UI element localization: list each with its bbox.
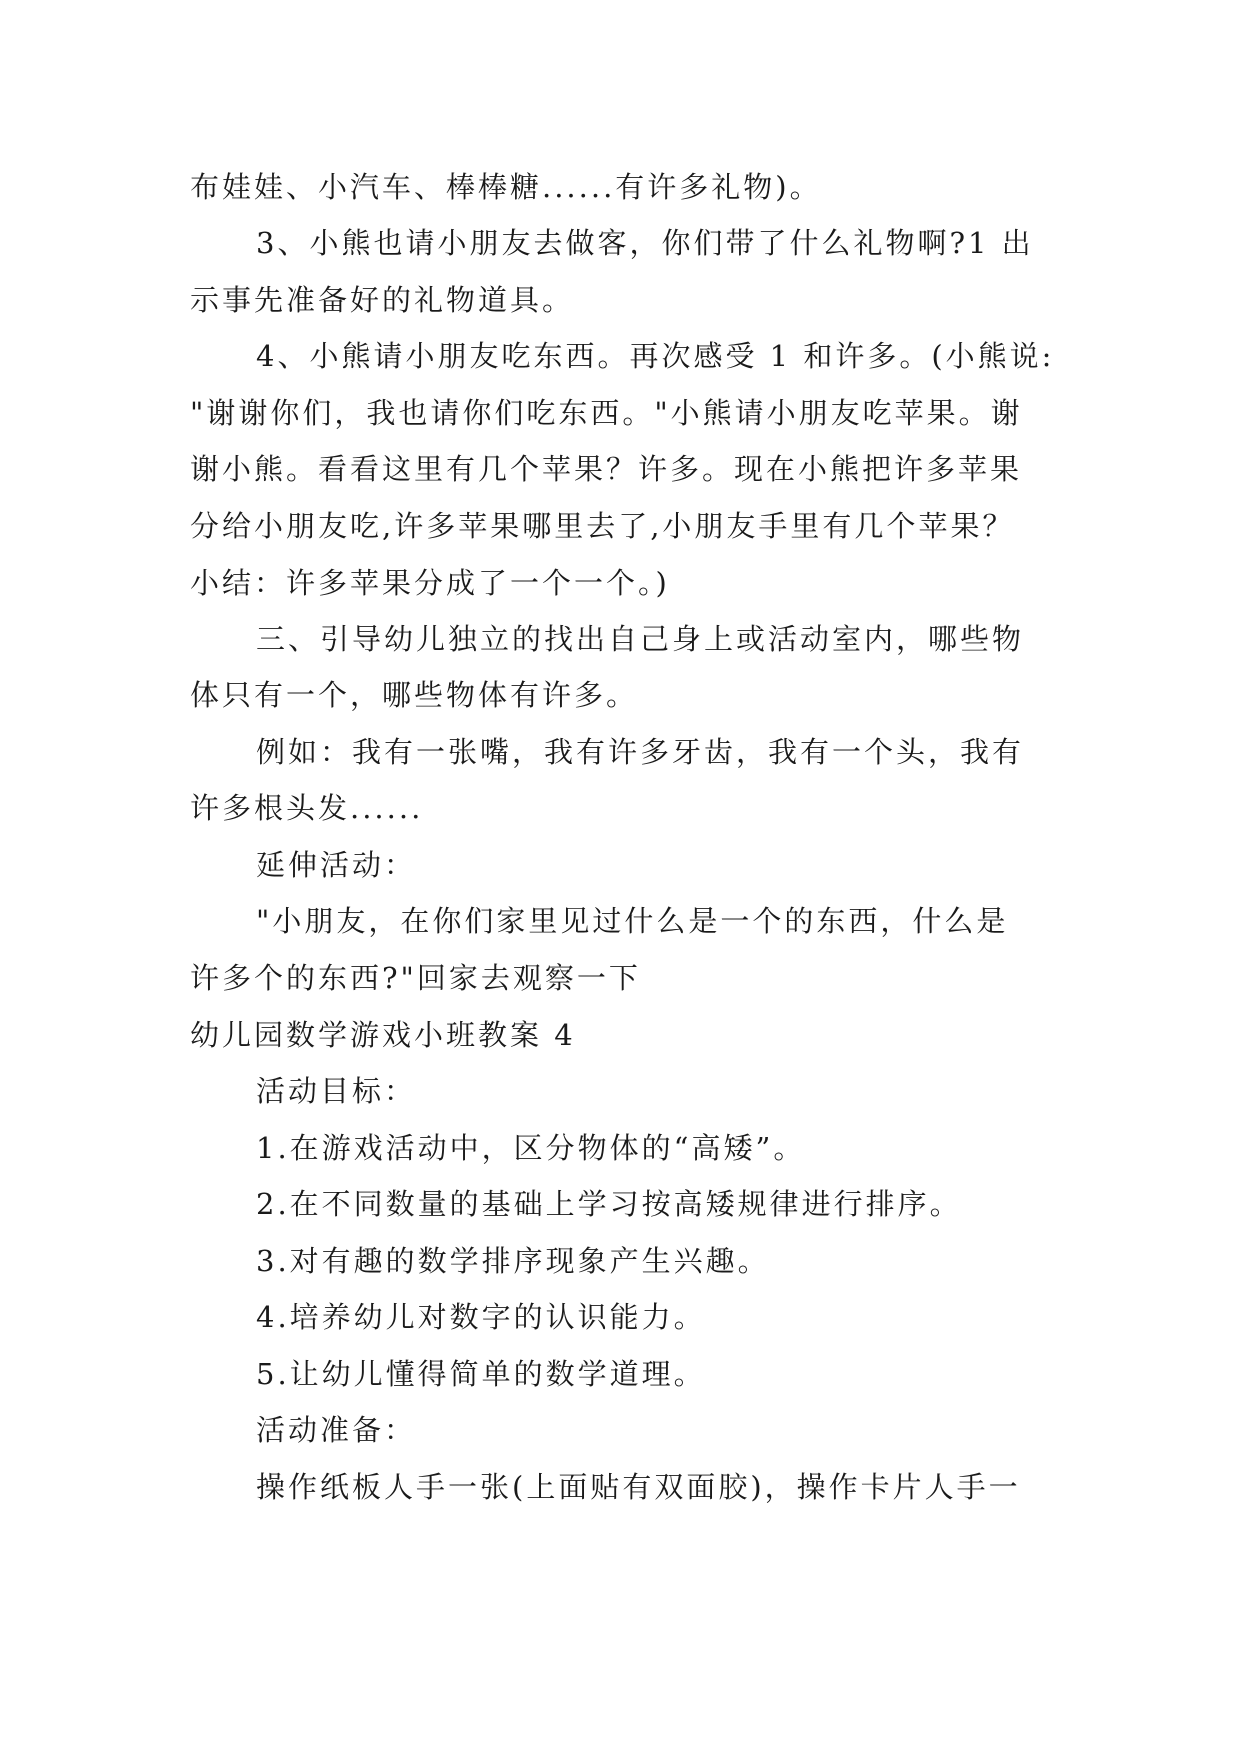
text-line: 谢小熊。看看这里有几个苹果？许多。现在小熊把许多苹果 [190,452,1023,486]
text-line: 2.在不同数量的基础上学习按高矮规律进行排序。 [256,1187,962,1221]
text-line: 许多根头发...... [190,791,424,825]
text-line: 1.在游戏活动中，区分物体的“高矮”。 [256,1131,806,1165]
text-line: 例如：我有一张嘴，我有许多牙齿，我有一个头，我有 [256,735,1025,769]
text-line: 体只有一个，哪些物体有许多。 [190,678,639,712]
text-line: 三、引导幼儿独立的找出自己身上或活动室内，哪些物 [256,622,1025,656]
text-line: 活动准备： [256,1413,417,1447]
text-line: 许多个的东西?"回家去观察一下 [190,961,641,995]
text-line: 操作纸板人手一张(上面贴有双面胶)，操作卡片人手一 [256,1470,1021,1504]
text-line: "谢谢你们，我也请你们吃东西。"小熊请小朋友吃苹果。谢 [190,396,1023,430]
text-line: 5.让幼儿懂得简单的数学道理。 [256,1357,706,1391]
text-line: 活动目标： [256,1074,417,1108]
text-line: 3、小熊也请小朋友去做客，你们带了什么礼物啊?1 出 [256,226,1034,260]
text-line: 4.培养幼儿对数字的认识能力。 [256,1300,706,1334]
text-line: 示事先准备好的礼物道具。 [190,283,575,317]
text-line: 3.对有趣的数学排序现象产生兴趣。 [256,1244,770,1278]
text-line: 小结：许多苹果分成了一个一个。) [190,566,670,600]
text-line: "小朋友，在你们家里见过什么是一个的东西，什么是 [256,904,1009,938]
text-line: 4、小熊请小朋友吃东西。再次感受 1 和许多。(小熊说: [256,339,1055,373]
text-line: 布娃娃、小汽车、棒棒糖......有许多礼物)。 [190,170,822,204]
text-line: 分给小朋友吃,许多苹果哪里去了,小朋友手里有几个苹果？ [190,509,1015,543]
text-line: 延伸活动： [256,848,417,882]
section-heading: 幼儿园数学游戏小班教案 4 [190,1018,576,1052]
